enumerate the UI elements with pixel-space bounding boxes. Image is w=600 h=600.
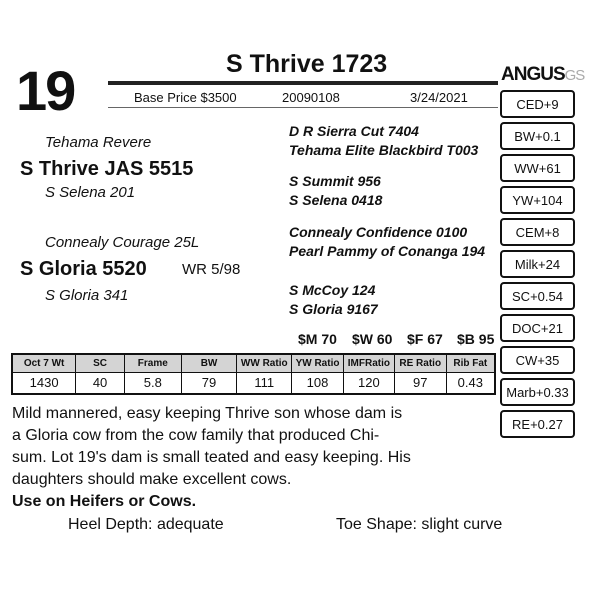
dam-sire-dam: Pearl Pammy of Conanga 194	[289, 243, 486, 259]
epd-doc: DOC+21	[500, 314, 575, 342]
value-cell: 1430	[12, 372, 76, 394]
header-cell: Frame	[124, 354, 181, 372]
epd-bw: BW+0.1	[500, 122, 575, 150]
performance-table	[11, 353, 496, 395]
header-cell: Oct 7 Wt	[12, 354, 76, 372]
title-rule	[108, 81, 498, 85]
epd-sc: SC+0.54	[500, 282, 575, 310]
dam-dam-dam: S Gloria 9167	[289, 301, 378, 317]
dam-dam-sire: S McCoy 124	[289, 282, 376, 298]
dam-dam: S Gloria 341	[45, 287, 129, 304]
angus-gs-logo	[501, 64, 584, 86]
birth-date: 3/24/2021	[410, 90, 468, 105]
value-cell: 0.43	[446, 372, 495, 394]
value-cell: 120	[343, 372, 394, 394]
performance-header-row	[12, 354, 495, 372]
epd-ww: WW+61	[500, 154, 575, 182]
epd-cem: CEM+8	[500, 218, 575, 246]
epd-cw: CW+35	[500, 346, 575, 374]
sire-sire: Tehama Revere	[45, 134, 152, 151]
header-rule	[108, 107, 498, 108]
heel-depth: Heel Depth: adequate	[68, 516, 224, 533]
epd-yw: YW+104	[500, 186, 575, 214]
index-feedlot: $F 67	[407, 331, 443, 347]
dam-weaning-ratio: WR 5/98	[182, 261, 241, 278]
animal-name: S Thrive 1723	[226, 50, 388, 78]
sire: S Thrive JAS 5515	[20, 158, 194, 180]
sire-dam-sire: S Summit 956	[289, 173, 381, 189]
value-cell: 40	[76, 372, 125, 394]
header-cell: RE Ratio	[394, 354, 446, 372]
description-line: a Gloria cow from the cow family that produced Chi-	[12, 427, 380, 444]
header-cell: SC	[76, 354, 125, 372]
description-line: Mild mannered, easy keeping Thrive son whose dam is	[12, 405, 403, 422]
lot-number: 19	[16, 59, 75, 122]
sire-sire-sire: D R Sierra Cut 7404	[289, 123, 419, 139]
header-cell: BW	[181, 354, 237, 372]
value-cell: 97	[394, 372, 446, 394]
epd-milk: Milk+24	[500, 250, 575, 278]
value-cell: 111	[237, 372, 292, 394]
registration-number: 20090108	[282, 90, 340, 105]
use-note: Use on Heifers or Cows.	[12, 493, 197, 510]
header-cell: Rib Fat	[446, 354, 495, 372]
dam: S Gloria 5520	[20, 258, 147, 280]
logo-suffix: GS	[564, 67, 585, 84]
base-price: Base Price $3500	[134, 90, 237, 105]
epd-ced: CED+9	[500, 90, 575, 118]
value-cell: 5.8	[124, 372, 181, 394]
index-weaned: $W 60	[352, 331, 393, 347]
sire-sire-dam: Tehama Elite Blackbird T003	[289, 142, 479, 158]
value-cell: 108	[292, 372, 344, 394]
header-cell: WW Ratio	[237, 354, 292, 372]
description-line: sum. Lot 19's dam is small teated and easy keeping. His	[12, 449, 411, 466]
description-line: daughters should make excellent cows.	[12, 471, 292, 488]
sire-dam-dam: S Selena 0418	[289, 192, 383, 208]
dam-sire: Connealy Courage 25L	[45, 234, 200, 251]
header-cell: YW Ratio	[292, 354, 344, 372]
header-cell: IMFRatio	[343, 354, 394, 372]
epd-re: RE+0.27	[500, 410, 575, 438]
index-beef: $B 95	[457, 331, 495, 347]
sire-dam: S Selena 201	[45, 184, 136, 201]
lot-description	[12, 403, 498, 491]
dam-sire-sire: Connealy Confidence 0100	[289, 224, 468, 240]
toe-shape: Toe Shape: slight curve	[336, 516, 503, 533]
index-maternal: $M 70	[298, 331, 337, 347]
performance-value-row	[12, 372, 495, 394]
logo-main: ANGUS	[501, 64, 565, 85]
epd-marb: Marb+0.33	[500, 378, 575, 406]
value-cell: 79	[181, 372, 237, 394]
